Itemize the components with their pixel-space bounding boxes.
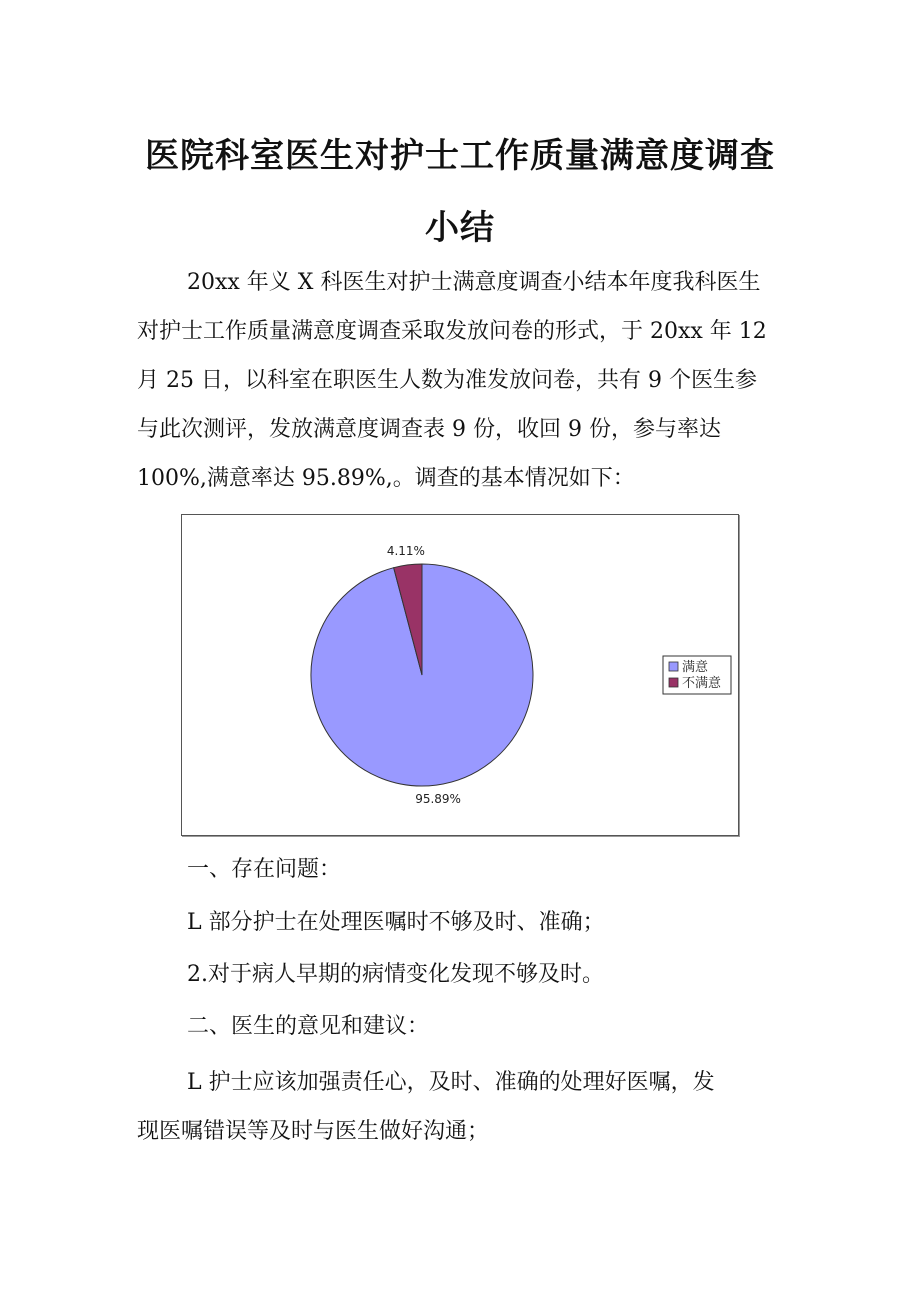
legend-label: 满意 [682,660,709,675]
intro-paragraph-line: 月 25 日，以科室在职医生人数为准发放问卷，共有 9 个医生参 [137,368,757,393]
section-2-item-line: 现医嘱错误等及时与医生做好沟通； [137,1119,490,1144]
intro-paragraph-line: 20xx 年义 X 科医生对护士满意度调查小结本年度我科医生 [187,270,761,295]
pie-data-label: 95.89% [415,791,461,806]
section-1-item: L 部分护士在处理医嘱时不够及时、准确； [187,910,605,935]
document-title-line-2: 小结 [425,208,495,248]
intro-paragraph-line: 100%,满意率达 95.89%,。调查的基本情况如下： [137,466,635,491]
pie-data-label: 4.11% [386,544,425,559]
document-title: 医院科室医生对护士工作质量满意度调查 [145,136,775,176]
section-2-item-line: L 护士应该加强责任心，及时、准确的处理好医嘱，发 [187,1070,715,1095]
pie-chart [181,514,739,836]
intro-paragraph-line: 与此次测评，发放满意度调查表 9 份，收回 9 份，参与率达 [137,417,721,442]
legend-label: 不满意 [682,676,722,691]
section-2-heading: 二、医生的意见和建议： [187,1014,430,1039]
legend-swatch [669,662,678,671]
pie-chart-canvas [182,515,738,835]
intro-paragraph-line: 对护士工作质量满意度调查采取发放问卷的形式，于 20xx 年 12 [137,319,767,344]
section-1-item: 2.对于病人早期的病情变化发现不够及时。 [187,962,604,987]
legend-swatch [669,678,678,687]
section-1-heading: 一、存在问题： [187,857,342,882]
